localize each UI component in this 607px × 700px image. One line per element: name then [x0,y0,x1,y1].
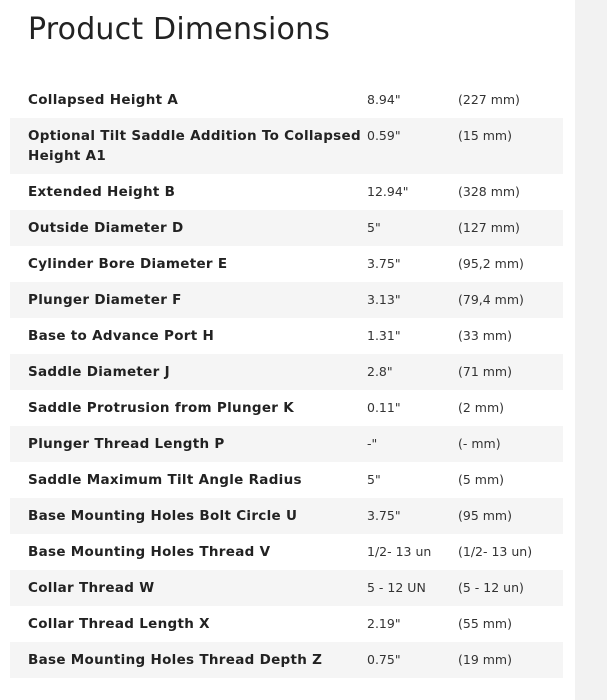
dimension-imperial-value: 0.11" [367,400,401,415]
dimension-row [10,210,563,246]
dimension-imperial-value: 3.75" [367,256,401,271]
dimension-metric-value: (5 mm) [458,472,505,487]
dimension-row [10,118,563,174]
dimension-metric-value-cell [458,570,563,606]
dimension-metric-value: (71 mm) [458,364,512,379]
dimension-row [10,606,563,642]
dimension-metric-value: (1/2- 13 un) [458,544,533,559]
dimension-metric-value-cell [458,642,563,678]
dimension-row [10,354,563,390]
dimension-row [10,282,563,318]
dimension-metric-value: (127 mm) [458,220,520,235]
dimension-metric-value: (328 mm) [458,184,520,199]
dimension-imperial-value-cell [367,426,458,462]
dimension-metric-value-cell [458,534,563,570]
dimension-label: Collapsed Height A [28,92,179,108]
dimension-row [10,390,563,426]
dimension-label: Base Mounting Holes Thread Depth Z [28,652,323,668]
dimension-imperial-value: 2.19" [367,616,401,631]
dimension-label-cell [10,354,367,390]
dimension-label: Saddle Protrusion from Plunger K [28,400,294,416]
dimension-label: Optional Tilt Saddle Addition To Collapsed Height A1 [28,128,361,164]
dimension-imperial-value: 3.13" [367,292,401,307]
dimension-metric-value-cell [458,390,563,426]
dimension-metric-value-cell [458,498,563,534]
dimension-label-cell [10,174,367,210]
dimension-label-cell [10,210,367,246]
dimension-label-cell [10,426,367,462]
dimension-imperial-value-cell [367,282,458,318]
dimension-imperial-value-cell [367,606,458,642]
dimension-label: Plunger Thread Length P [28,436,225,452]
dimension-label: Outside Diameter D [28,220,184,236]
dimension-row [10,462,563,498]
dimension-metric-value: (19 mm) [458,652,512,667]
dimension-label-cell [10,642,367,678]
dimension-row [10,498,563,534]
dimension-imperial-value: -" [367,436,378,451]
dimension-metric-value: (- mm) [458,436,501,451]
dimension-metric-value: (55 mm) [458,616,512,631]
dimension-row [10,426,563,462]
dimension-imperial-value-cell [367,118,458,174]
dimension-imperial-value: 5" [367,220,381,235]
dimension-imperial-value: 5" [367,472,381,487]
dimension-label-cell [10,606,367,642]
dimension-label: Saddle Maximum Tilt Angle Radius [28,472,302,488]
dimension-metric-value: (227 mm) [458,92,520,107]
dimension-metric-value-cell [458,118,563,174]
dimension-imperial-value: 1.31" [367,328,401,343]
dimension-imperial-value-cell [367,318,458,354]
dimension-metric-value-cell [458,606,563,642]
dimension-imperial-value-cell [367,174,458,210]
dimension-label-cell [10,246,367,282]
dimension-metric-value-cell [458,354,563,390]
dimension-label-cell [10,570,367,606]
dimension-metric-value: (33 mm) [458,328,512,343]
dimension-metric-value: (95,2 mm) [458,256,524,271]
dimension-imperial-value: 3.75" [367,508,401,523]
dimension-label: Cylinder Bore Diameter E [28,256,228,272]
dimension-label-cell [10,118,367,174]
dimension-label: Base Mounting Holes Thread V [28,544,271,560]
dimension-imperial-value: 2.8" [367,364,393,379]
dimension-imperial-value-cell [367,570,458,606]
dimension-label: Plunger Diameter F [28,292,182,308]
dimension-metric-value: (79,4 mm) [458,292,524,307]
dimension-label: Collar Thread W [28,580,155,596]
dimension-row [10,318,563,354]
dimension-label-cell [10,462,367,498]
dimension-label-cell [10,534,367,570]
dimension-metric-value-cell [458,462,563,498]
dimension-row [10,570,563,606]
dimension-metric-value-cell [458,210,563,246]
dimension-label: Saddle Diameter J [28,364,170,380]
scrollbar-track[interactable] [575,0,607,700]
page-title: Product Dimensions [28,12,331,47]
dimension-metric-value-cell [458,426,563,462]
dimension-row [10,534,563,570]
dimension-metric-value: (5 - 12 un) [458,580,524,595]
dimension-label-cell [10,498,367,534]
dimensions-table-body [10,82,563,678]
dimension-metric-value-cell [458,282,563,318]
dimension-imperial-value-cell [367,498,458,534]
dimension-imperial-value: 8.94" [367,92,401,107]
dimension-metric-value-cell [458,82,563,118]
dimension-imperial-value: 12.94" [367,184,409,199]
dimension-imperial-value: 0.59" [367,128,401,143]
dimension-label-cell [10,82,367,118]
dimension-metric-value: (95 mm) [458,508,512,523]
dimension-label-cell [10,318,367,354]
dimension-row [10,174,563,210]
dimension-metric-value-cell [458,246,563,282]
dimension-row [10,642,563,678]
dimension-label: Collar Thread Length X [28,616,210,632]
dimension-label-cell [10,282,367,318]
dimension-label: Base Mounting Holes Bolt Circle U [28,508,298,524]
dimension-imperial-value-cell [367,82,458,118]
dimension-imperial-value-cell [367,462,458,498]
dimension-imperial-value-cell [367,390,458,426]
dimension-imperial-value: 1/2- 13 un [367,544,432,559]
dimensions-table [10,82,563,678]
dimension-metric-value: (15 mm) [458,128,512,143]
dimension-metric-value-cell [458,174,563,210]
dimension-label: Base to Advance Port H [28,328,215,344]
dimension-imperial-value-cell [367,642,458,678]
dimension-imperial-value-cell [367,210,458,246]
dimension-imperial-value-cell [367,534,458,570]
dimension-imperial-value: 5 - 12 UN [367,580,426,595]
dimension-metric-value: (2 mm) [458,400,505,415]
dimension-label-cell [10,390,367,426]
dimension-metric-value-cell [458,318,563,354]
dimension-imperial-value: 0.75" [367,652,401,667]
dimension-imperial-value-cell [367,246,458,282]
dimension-row [10,82,563,118]
dimension-imperial-value-cell [367,354,458,390]
dimension-label: Extended Height B [28,184,176,200]
dimension-row [10,246,563,282]
